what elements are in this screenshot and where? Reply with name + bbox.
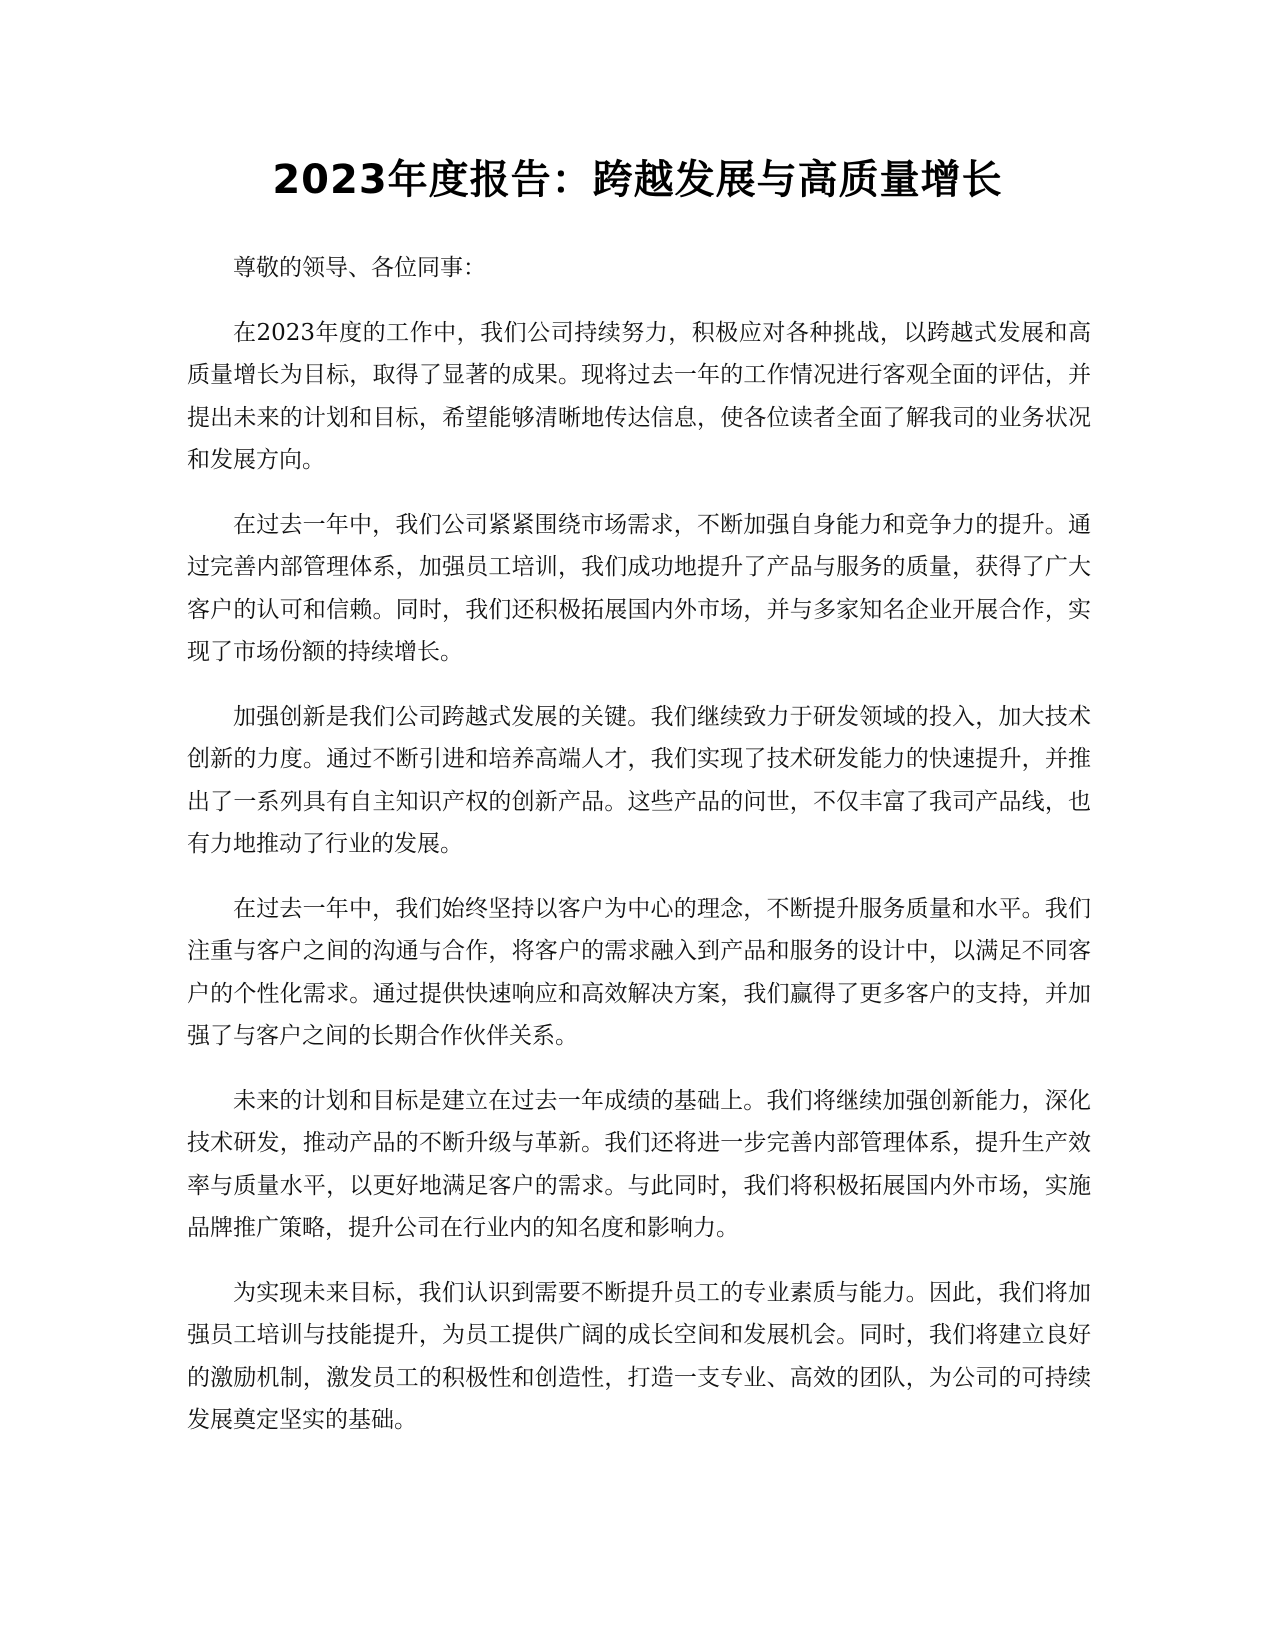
document-body [187, 247, 1091, 1464]
paragraph-talent: 为实现未来目标，我们认识到需要不断提升员工的专业素质与能力。因此，我们将加强员工培训与技能提升，为员工提供广阔的成长空间和发展机会。同时，我们将建立良好的激励机制，激发员工的积极性和创造性，打造一支专业、高效的团队，为公司的可持续发展奠定坚实的基础。 [187, 1279, 1091, 1433]
paragraph-market: 在过去一年中，我们公司紧紧围绕市场需求，不断加强自身能力和竞争力的提升。通过完善内部管理体系，加强员工培训，我们成功地提升了产品与服务的质量，获得了广大客户的认可和信赖。同时，我们还积极拓展国内外市场，并与多家知名企业开展合作，实现了市场份额的持续增长。 [187, 511, 1091, 665]
paragraph-innovation: 加强创新是我们公司跨越式发展的关键。我们继续致力于研发领域的投入，加大技术创新的力度。通过不断引进和培养高端人才，我们实现了技术研发能力的快速提升，并推出了一系列具有自主知识产权的创新产品。这些产品的问世，不仅丰富了我司产品线，也有力地推动了行业的发展。 [187, 703, 1091, 857]
paragraph-customer: 在过去一年中，我们始终坚持以客户为中心的理念，不断提升服务质量和水平。我们注重与客户之间的沟通与合作，将客户的需求融入到产品和服务的设计中，以满足不同客户的个性化需求。通过提供快速响应和高效解决方案，我们赢得了更多客户的支持，并加强了与客户之间的长期合作伙伴关系。 [187, 895, 1091, 1049]
greeting-line: 尊敬的领导、各位同事： [233, 255, 486, 281]
paragraph-future-plan: 未来的计划和目标是建立在过去一年成绩的基础上。我们将继续加强创新能力，深化技术研发，推动产品的不断升级与革新。我们还将进一步完善内部管理体系，提升生产效率与质量水平，以更好地满足客户的需求。与此同时，我们将积极拓展国内外市场，实施品牌推广策略，提升公司在行业内的知名度和影响力。 [187, 1087, 1091, 1241]
document-title: 2023年度报告：跨越发展与高质量增长 [272, 157, 1003, 203]
paragraph-intro: 在2023年度的工作中，我们公司持续努力，积极应对各种挑战，以跨越式发展和高质量增长为目标，取得了显著的成果。现将过去一年的工作情况进行客观全面的评估，并提出未来的计划和目标，希望能够清晰地传达信息，使各位读者全面了解我司的业务状况和发展方向。 [187, 319, 1091, 473]
